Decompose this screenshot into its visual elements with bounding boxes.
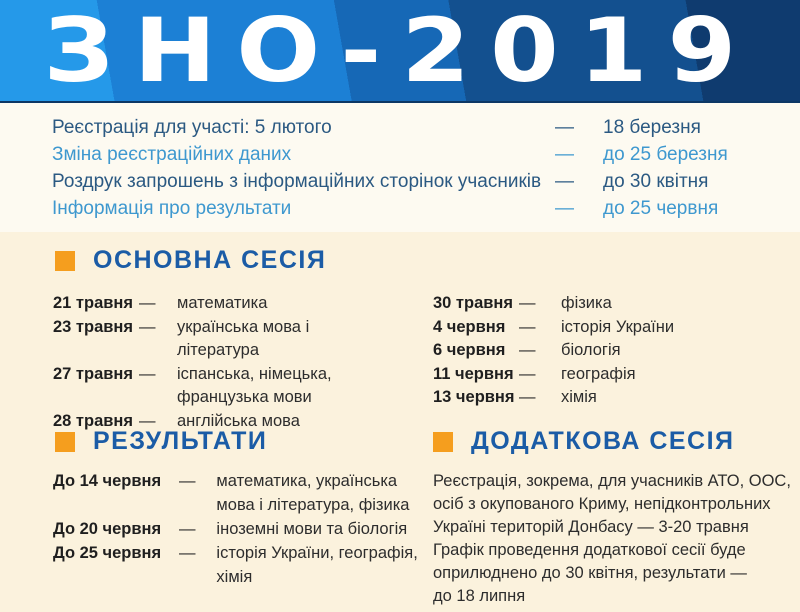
em-dash: — <box>179 472 196 490</box>
orange-square-bullet-icon <box>55 432 75 452</box>
deadline-label: Інформація про результати <box>52 198 292 219</box>
result-row <box>53 517 433 541</box>
deadline-label: Зміна реєстраційних даних <box>52 144 292 165</box>
exam-row <box>433 316 674 340</box>
em-dash: — <box>519 317 536 336</box>
em-dash: — <box>179 520 196 538</box>
exam-row <box>433 292 674 316</box>
em-dash: — <box>519 364 536 383</box>
result-date: До 25 червня <box>53 544 162 562</box>
header-banner <box>0 0 800 103</box>
exam-row <box>433 386 674 410</box>
main-session-columns <box>0 292 800 433</box>
em-dash: — <box>555 171 574 192</box>
em-dash: — <box>555 144 574 165</box>
paragraph-line: до 18 липня <box>433 587 526 605</box>
exam-row <box>433 363 674 387</box>
paragraph-line: Україні територій Донбасу — 3-20 травня <box>433 518 749 536</box>
deadline-value: 18 березня <box>603 117 701 138</box>
page-title: ЗНО-2019 <box>43 0 757 102</box>
exam-date: 30 травня <box>433 294 514 312</box>
exam-date: 4 червня <box>433 317 506 336</box>
paragraph-line: Реєстрація, зокрема, для учасників АТО, ООС, <box>433 472 791 490</box>
result-date: До 20 червня <box>53 520 162 538</box>
paragraph-line: оприлюднено до 30 квітня, результати — <box>433 564 747 582</box>
exam-subject: фізика <box>561 294 612 312</box>
result-row <box>53 541 433 589</box>
main-session-right-column <box>433 292 674 433</box>
section-title: ДОДАТКОВА СЕСІЯ <box>471 427 735 455</box>
exam-subject: математика <box>177 294 268 312</box>
exam-subject: українська мова і література <box>177 317 310 359</box>
exam-row <box>433 339 674 363</box>
additional-session-section <box>433 427 798 608</box>
section-title: РЕЗУЛЬТАТИ <box>93 427 268 455</box>
exam-subject: географія <box>561 364 636 383</box>
results-rows <box>53 469 433 589</box>
em-dash: — <box>519 294 536 312</box>
em-dash: — <box>139 317 156 336</box>
exam-subject: історія України <box>561 317 675 336</box>
deadline-label: Роздрук запрошень з інформаційних сторінок учасників <box>52 171 542 192</box>
em-dash: — <box>179 544 196 562</box>
exam-date: 23 травня <box>53 317 134 336</box>
exam-subject: хімія <box>561 388 597 406</box>
deadline-row <box>52 195 800 222</box>
exam-date: 13 червня <box>433 388 515 406</box>
section-title: ОСНОВНА СЕСІЯ <box>93 246 327 274</box>
deadline-row <box>52 114 800 141</box>
em-dash: — <box>139 294 156 312</box>
em-dash: — <box>555 117 574 138</box>
paragraph-line: осіб з окупованого Криму, непідконтрольних <box>433 495 771 513</box>
orange-square-bullet-icon <box>55 251 75 271</box>
exam-date: 11 червня <box>433 364 514 383</box>
section-heading <box>433 427 798 456</box>
em-dash: — <box>519 388 536 406</box>
em-dash: — <box>139 364 156 383</box>
deadline-value: до 30 квітня <box>603 171 709 192</box>
exam-date: 21 травня <box>53 294 134 312</box>
section-heading <box>55 246 800 275</box>
result-subjects: історія України, географія, хімія <box>216 544 418 586</box>
main-session-left-column <box>53 292 433 433</box>
deadline-row <box>52 168 800 195</box>
em-dash: — <box>555 198 574 219</box>
exam-date: 6 червня <box>433 341 506 359</box>
result-subjects: математика, українська мова і література, фізика <box>216 472 410 514</box>
bottom-sections <box>0 427 800 608</box>
result-date: До 14 червня <box>53 472 162 490</box>
additional-session-text <box>433 470 798 608</box>
exam-row <box>53 316 433 363</box>
section-heading <box>55 427 433 456</box>
deadline-row <box>52 141 800 168</box>
exam-subject: англійська мова <box>177 411 300 430</box>
deadline-value: до 25 червня <box>603 198 719 219</box>
exam-row <box>53 363 433 410</box>
em-dash: — <box>519 341 536 359</box>
exam-row <box>53 292 433 316</box>
main-session-section <box>0 246 800 433</box>
em-dash: — <box>139 411 156 430</box>
exam-subject: біологія <box>561 341 621 359</box>
exam-date: 28 травня <box>53 411 134 430</box>
deadline-label: Реєстрація для участі: 5 лютого <box>52 117 332 138</box>
orange-square-bullet-icon <box>433 432 453 452</box>
paragraph-line: Графік проведення додаткової сесії буде <box>433 541 746 559</box>
result-subjects: іноземні мови та біологія <box>216 520 408 538</box>
exam-subject: іспанська, німецька, французька мови <box>177 364 332 406</box>
results-section <box>53 427 433 608</box>
result-row <box>53 469 433 517</box>
registration-deadlines <box>0 103 800 232</box>
deadline-value: до 25 березня <box>603 144 728 165</box>
exam-date: 27 травня <box>53 364 134 383</box>
